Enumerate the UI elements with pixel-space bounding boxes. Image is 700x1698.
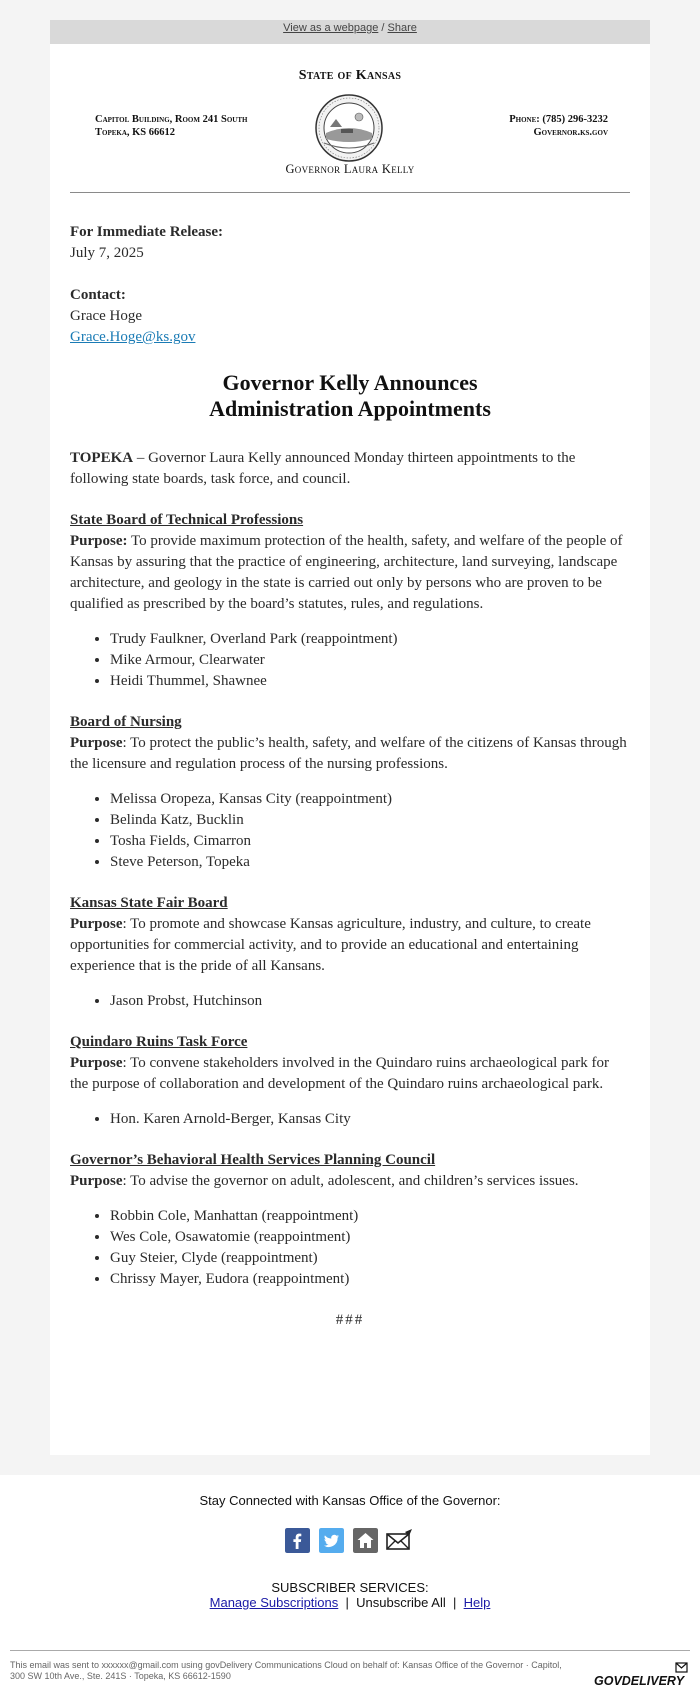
section-state-fair-board	[70, 893, 630, 1012]
governor-name: Governor Laura Kelly	[285, 162, 415, 176]
member-list	[70, 1206, 630, 1290]
contact-label: Contact:	[70, 287, 126, 303]
letterhead-divider	[70, 192, 630, 193]
list-item: • Trudy Faulkner, Overland Park (reappointment)	[110, 629, 630, 650]
list-item: • Steve Peterson, Topeka	[110, 852, 630, 873]
govdelivery-brand-text: GOVDELIVERY	[594, 1674, 685, 1688]
list-item: • Robbin Cole, Manhattan (reappointment)	[110, 1206, 630, 1227]
member-list	[70, 629, 630, 692]
footer-divider	[10, 1650, 690, 1651]
section-behavioral-health-council	[70, 1150, 630, 1290]
list-item: • Melissa Oropeza, Kansas City (reappointment)	[110, 789, 630, 810]
release-label: For Immediate Release:	[70, 224, 224, 240]
social-icons	[285, 1528, 415, 1554]
share-link[interactable]: Share	[387, 22, 417, 34]
contact-info	[70, 285, 630, 348]
dateline: TOPEKA	[70, 450, 134, 466]
home-icon[interactable]	[353, 1528, 378, 1553]
section-title: State Board of Technical Professions	[70, 512, 304, 528]
twitter-icon[interactable]	[319, 1528, 344, 1553]
help-link[interactable]: Help	[463, 1595, 491, 1610]
office-address: Capitol Building, Room 241 South Topeka, KS 66612	[95, 114, 248, 138]
list-item: • Mike Armour, Clearwater	[110, 650, 630, 671]
state-title: State of Kansas	[298, 68, 402, 83]
member-list	[70, 1109, 630, 1130]
section-purpose: Purpose: To protect the public’s health, safety, and welfare of the citizens of Kansas through the licensure and regulation process of the nursing professions.	[70, 735, 627, 772]
member-list	[70, 991, 630, 1012]
list-item: • Heidi Thummel, Shawnee	[110, 671, 630, 692]
list-item: • Tosha Fields, Cimarron	[110, 831, 630, 852]
letterhead	[70, 44, 630, 194]
section-purpose: Purpose: To convene stakeholders involved in the Quindaro ruins archaeological park for the purpose of collaboration and development of the Quindaro ruins archaeological park.	[70, 1055, 609, 1092]
headline: Governor Kelly Announces Administration Appointments	[209, 370, 491, 421]
section-purpose: Purpose: To advise the governor on adult, adolescent, and children’s services issues.	[70, 1173, 579, 1189]
state-seal-icon	[314, 93, 384, 163]
intro-paragraph: TOPEKA – Governor Laura Kelly announced Monday thirteen appointments to the following state boards, task force, and council.	[70, 450, 576, 487]
section-purpose: Purpose: To provide maximum protection of the health, safety, and welfare of the people of Kansas by assuring that the practice of engineering, architecture, land surveying, landscape architecture, and geology in the state is carried out only by persons who are proven to be qualified as prescribed by the board’s statutes, rules, and regulations.	[70, 533, 623, 612]
section-technical-professions	[70, 510, 630, 692]
section-quindaro-task-force	[70, 1032, 630, 1130]
view-as-webpage-link[interactable]: View as a webpage	[283, 22, 379, 34]
section-purpose: Purpose: To promote and showcase Kansas agriculture, industry, and culture, to create opportunities for commercial activity, and to provide an educational and entertaining experience that is the pride of all Kansans.	[70, 916, 591, 974]
stay-connected-text: Stay Connected with Kansas Office of the Governor:	[199, 1493, 501, 1508]
subscriber-services: SUBSCRIBER SERVICES: Manage Subscriptions | Unsubscribe All | Help	[0, 1580, 700, 1610]
section-board-of-nursing	[70, 712, 630, 873]
end-mark: ###	[335, 1312, 365, 1328]
facebook-icon[interactable]	[285, 1528, 310, 1553]
section-title: Governor’s Behavioral Health Services Planning Council	[70, 1152, 436, 1168]
topbar-separator: /	[381, 22, 385, 34]
release-body	[70, 222, 630, 1331]
section-title: Kansas State Fair Board	[70, 895, 228, 911]
manage-subscriptions-link[interactable]: Manage Subscriptions	[209, 1595, 339, 1610]
govdelivery-logo-icon[interactable]	[594, 1661, 690, 1691]
fine-print: This email was sent to xxxxxx@gmail.com using govDelivery Communications Cloud on behalf of: Kansas Office of the Governor · Capitol, 300 SW 10th Ave., Ste. 241S · Topeka, KS 66612-1590	[10, 1660, 562, 1681]
release-info	[70, 222, 630, 264]
unsubscribe-all-text[interactable]: Unsubscribe All	[356, 1595, 446, 1610]
subscriber-links: Manage Subscriptions | Unsubscribe All | Help	[209, 1595, 491, 1610]
release-date: July 7, 2025	[70, 245, 144, 261]
contact-name: Grace Hoge	[70, 308, 143, 324]
list-item: • Hon. Karen Arnold-Berger, Kansas City	[110, 1109, 630, 1130]
list-item: • Wes Cole, Osawatomie (reappointment)	[110, 1227, 630, 1248]
press-release-card	[50, 44, 650, 1455]
webpage-bar	[50, 20, 650, 44]
email-icon[interactable]	[385, 1528, 413, 1553]
contact-email-link[interactable]: Grace.Hoge@ks.gov	[70, 329, 196, 345]
section-title: Board of Nursing	[70, 714, 182, 730]
list-item: • Jason Probst, Hutchinson	[110, 991, 630, 1012]
list-item: • Belinda Katz, Bucklin	[110, 810, 630, 831]
office-contact: Phone: (785) 296-3232 Governor.ks.gov	[509, 114, 608, 138]
section-title: Quindaro Ruins Task Force	[70, 1034, 248, 1050]
list-item: • Guy Steier, Clyde (reappointment)	[110, 1248, 630, 1269]
list-item: • Chrissy Mayer, Eudora (reappointment)	[110, 1269, 630, 1290]
member-list	[70, 789, 630, 873]
